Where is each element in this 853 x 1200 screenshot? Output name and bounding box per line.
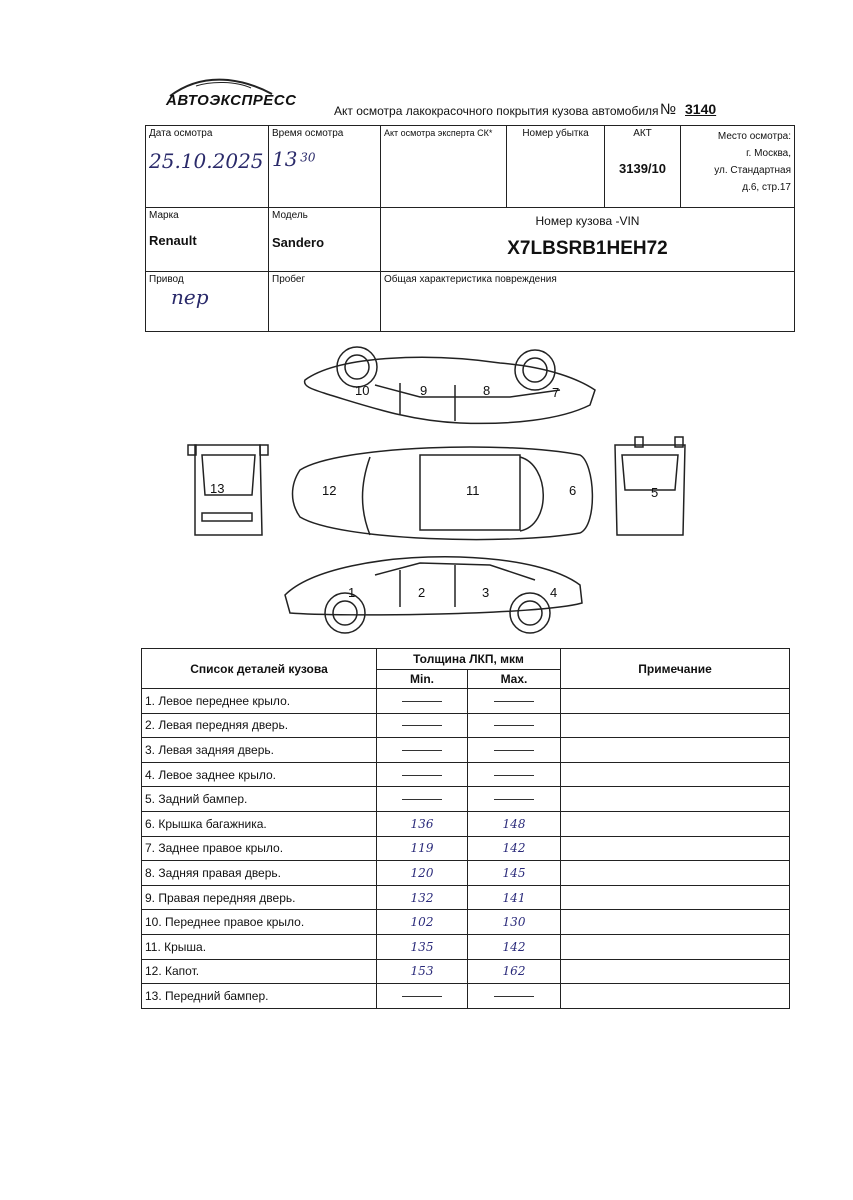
col-parts-header: Список деталей кузова	[142, 649, 377, 689]
place-line-3: д.6, стр.17	[742, 182, 791, 193]
table-row	[142, 787, 790, 812]
diagram-label-13: 13	[210, 481, 225, 496]
note-cell	[561, 885, 790, 910]
thickness-min-dash	[377, 689, 468, 714]
table-row	[142, 811, 790, 836]
thickness-max-dash	[468, 762, 561, 787]
thickness-min: 135	[377, 934, 468, 959]
thickness-min: 120	[377, 861, 468, 886]
table-row	[142, 689, 790, 714]
dash-mark	[494, 996, 534, 997]
note-cell	[561, 738, 790, 763]
table-row	[142, 762, 790, 787]
part-name: 5. Задний бампер.	[142, 787, 377, 812]
parts-table	[141, 648, 790, 1009]
table-row	[142, 861, 790, 886]
dash-mark	[494, 775, 534, 776]
loss-number-cell	[507, 126, 605, 208]
car-rear-view	[615, 437, 685, 535]
table-row	[142, 885, 790, 910]
thickness-min: 119	[377, 836, 468, 861]
thickness-min: 132	[377, 885, 468, 910]
model-cell	[269, 208, 381, 272]
act-value: 3139/10	[619, 161, 666, 176]
diagram-label-1: 1	[348, 585, 356, 600]
note-cell	[561, 689, 790, 714]
part-name: 7. Заднее правое крыло.	[142, 836, 377, 861]
time-minutes: 30	[300, 150, 316, 165]
table-row	[142, 984, 790, 1009]
header-table	[145, 125, 795, 332]
time-label: Время осмотра	[272, 128, 344, 139]
note-cell	[561, 861, 790, 886]
thickness-min-dash	[377, 738, 468, 763]
note-cell	[561, 762, 790, 787]
part-name: 4. Левое заднее крыло.	[142, 762, 377, 787]
thickness-max: 162	[468, 959, 561, 984]
table-row	[142, 836, 790, 861]
thickness-min-dash	[377, 984, 468, 1009]
note-cell	[561, 984, 790, 1009]
table-row	[142, 910, 790, 935]
diagram-label-2: 2	[418, 585, 426, 600]
expert-act-label: Акт осмотра эксперта СК*	[384, 128, 493, 138]
drive-cell	[146, 272, 269, 332]
part-name: 13. Передний бампер.	[142, 984, 377, 1009]
col-thickness-header: Толщина ЛКП, мкм	[377, 649, 561, 670]
make-value: Renault	[149, 233, 197, 248]
col-min-header: Min.	[377, 670, 468, 689]
vin-label: Номер кузова -VIN	[535, 214, 640, 228]
note-cell	[561, 836, 790, 861]
part-name: 9. Правая передняя дверь.	[142, 885, 377, 910]
dash-mark	[402, 799, 442, 800]
part-name: 3. Левая задняя дверь.	[142, 738, 377, 763]
place-label: Место осмотра:	[717, 131, 791, 142]
vin-value: X7LBSRB1HEH72	[507, 238, 668, 259]
dash-mark	[402, 701, 442, 702]
number-sign: №	[660, 101, 677, 118]
thickness-max-dash	[468, 738, 561, 763]
model-value: Sandero	[272, 235, 325, 250]
note-cell	[561, 811, 790, 836]
thickness-min-dash	[377, 762, 468, 787]
thickness-max-dash	[468, 713, 561, 738]
thickness-min: 136	[377, 811, 468, 836]
diagram-label-11: 11	[466, 483, 480, 498]
make-label: Марка	[149, 210, 179, 221]
time-value: 13	[272, 147, 298, 171]
note-cell	[561, 787, 790, 812]
parts-table-body	[142, 689, 790, 1009]
thickness-min-dash	[377, 713, 468, 738]
car-body-diagram	[180, 345, 700, 640]
thickness-max: 148	[468, 811, 561, 836]
model-label: Модель	[272, 210, 308, 221]
dash-mark	[402, 725, 442, 726]
diagram-label-6: 6	[569, 483, 577, 498]
loss-number-label: Номер убытка	[522, 128, 589, 139]
dash-mark	[494, 750, 534, 751]
thickness-min: 102	[377, 910, 468, 935]
make-cell	[146, 208, 269, 272]
drive-label: Привод	[149, 274, 184, 285]
diagram-label-4: 4	[550, 585, 558, 600]
diagram-label-10: 10	[355, 383, 370, 398]
mileage-cell	[269, 272, 381, 332]
dash-mark	[402, 775, 442, 776]
note-cell	[561, 910, 790, 935]
expert-act-cell	[381, 126, 507, 208]
diagram-label-8: 8	[483, 383, 491, 398]
date-cell	[146, 126, 269, 208]
part-name: 12. Капот.	[142, 959, 377, 984]
car-left-side-view	[285, 557, 582, 633]
part-name: 2. Левая передняя дверь.	[142, 713, 377, 738]
dash-mark	[494, 799, 534, 800]
place-line-2: ул. Стандартная	[714, 165, 791, 176]
part-name: 10. Переднее правое крыло.	[142, 910, 377, 935]
thickness-max: 142	[468, 934, 561, 959]
mileage-label: Пробег	[272, 274, 306, 285]
act-label: АКТ	[633, 128, 652, 139]
car-top-view	[293, 447, 593, 540]
diagram-label-3: 3	[482, 585, 490, 600]
act-cell	[605, 126, 681, 208]
thickness-max: 130	[468, 910, 561, 935]
note-cell	[561, 959, 790, 984]
damage-cell	[381, 272, 795, 332]
diagram-label-9: 9	[420, 383, 428, 398]
thickness-max-dash	[468, 984, 561, 1009]
date-value: 25.10.2025	[149, 149, 264, 173]
part-name: 11. Крыша.	[142, 934, 377, 959]
thickness-min: 153	[377, 959, 468, 984]
damage-label: Общая характеристика повреждения	[384, 274, 557, 285]
place-cell	[681, 126, 795, 208]
dash-mark	[494, 725, 534, 726]
part-name: 6. Крышка багажника.	[142, 811, 377, 836]
thickness-max: 141	[468, 885, 561, 910]
time-cell	[269, 126, 381, 208]
drive-value: пер	[171, 285, 209, 309]
thickness-max: 142	[468, 836, 561, 861]
thickness-max-dash	[468, 787, 561, 812]
dash-mark	[494, 701, 534, 702]
diagram-label-5: 5	[651, 485, 659, 500]
col-note-header: Примечание	[561, 649, 790, 689]
dash-mark	[402, 996, 442, 997]
date-label: Дата осмотра	[149, 128, 213, 139]
car-front-view	[188, 445, 268, 535]
diagram-label-7: 7	[552, 385, 560, 400]
place-line-1: г. Москва,	[746, 148, 791, 159]
vin-cell	[381, 208, 795, 272]
col-max-header: Max.	[468, 670, 561, 689]
thickness-min-dash	[377, 787, 468, 812]
note-cell	[561, 713, 790, 738]
table-row	[142, 959, 790, 984]
thickness-max: 145	[468, 861, 561, 886]
dash-mark	[402, 750, 442, 751]
table-row	[142, 713, 790, 738]
note-cell	[561, 934, 790, 959]
document-number: 3140	[685, 101, 717, 117]
part-name: 8. Задняя правая дверь.	[142, 861, 377, 886]
document-title: Акт осмотра лакокрасочного покрытия кузова автомобиля	[334, 104, 659, 118]
table-row	[142, 738, 790, 763]
table-row	[142, 934, 790, 959]
logo: АВТОЭКСПРЕСС	[166, 92, 297, 109]
thickness-max-dash	[468, 689, 561, 714]
diagram-label-12: 12	[322, 483, 337, 498]
part-name: 1. Левое переднее крыло.	[142, 689, 377, 714]
